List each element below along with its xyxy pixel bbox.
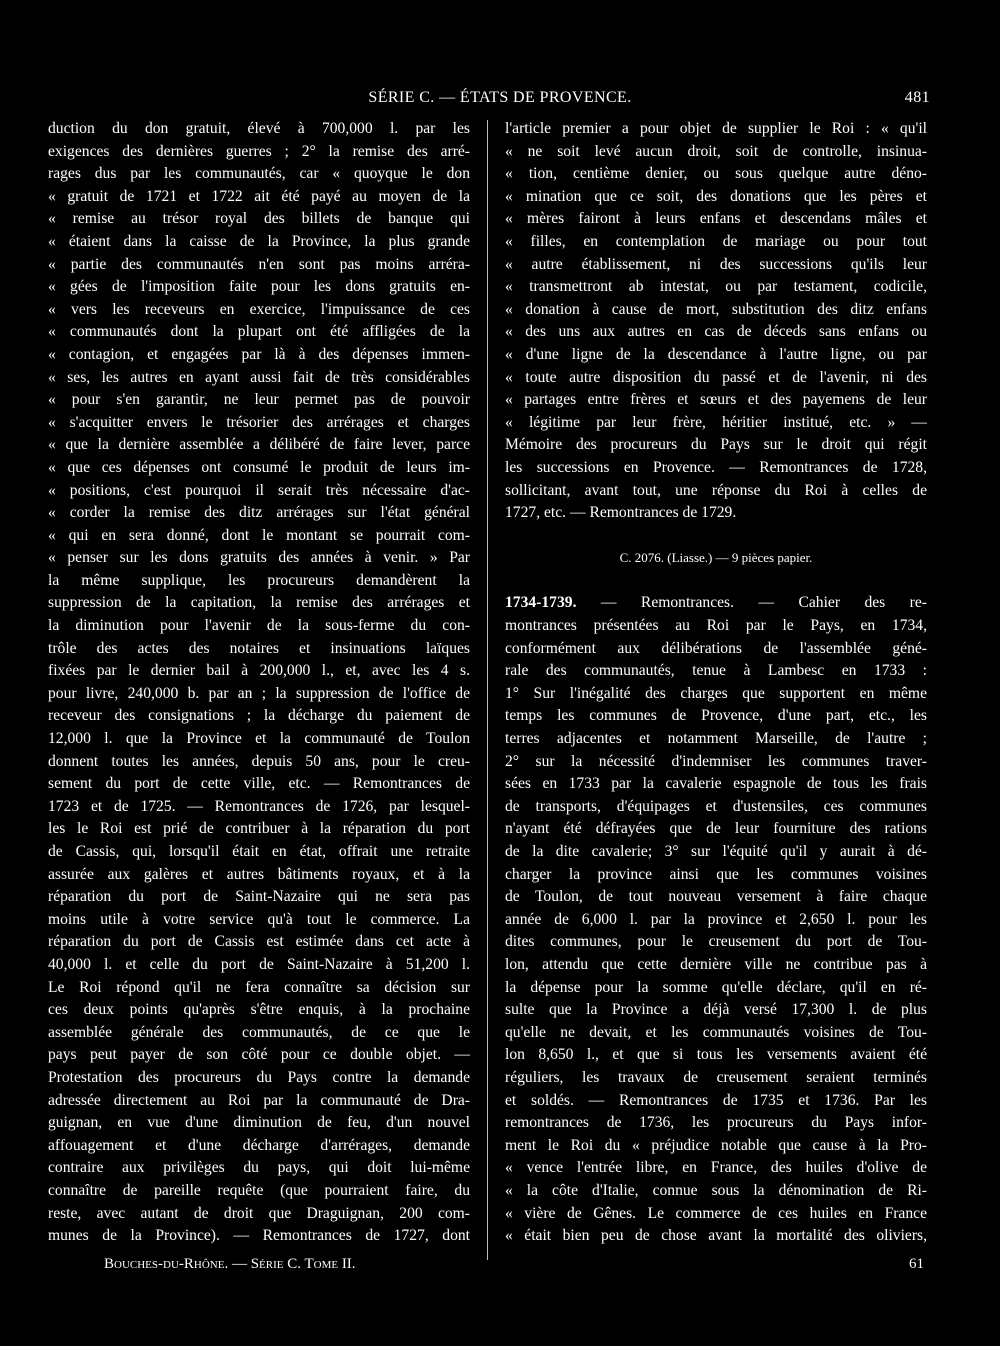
text-line: sées en 1733 par la cavalerie espagnole de tous les frais	[505, 775, 927, 793]
text-line: « communautés dont la plupart ont été affligées de la	[48, 323, 470, 341]
text-line: ces deux points qu'après s'être enquis, à la prochaine	[48, 1001, 470, 1019]
right-column	[505, 118, 927, 1248]
text-line: connaître de pareille requête (que pourraient faire, du	[48, 1181, 470, 1199]
text-line: remontrances de 1736, les procureurs du Pays infor-	[505, 1114, 927, 1132]
text-line: « positions, c'est pourquoi il serait très nécessaire d'ac-	[48, 481, 470, 499]
text-line: « des uns aux autres en cas de déceds sans enfans ou	[505, 323, 927, 341]
text-line: « partages entre frères et sœurs et des payemens de leur	[505, 391, 927, 409]
text-line: « autre établissement, ni des successions qu'ils leur	[505, 255, 927, 273]
archive-cote: C. 2076. (Liasse.) — 9 pièces papier.	[619, 550, 813, 566]
text-line: « transmettront ab intestat, ou par testament, codicile,	[505, 278, 927, 296]
text-line: fixées par le dernier bail à 200,000 l., et, avec les 4 s.	[48, 662, 470, 680]
text-line: moins utile à votre service qu'à tout le commerce. La	[48, 910, 470, 928]
text-line: reste, avec autant de droit que Draguignan, 200 com-	[48, 1204, 470, 1222]
text-line: « la côte d'Italie, connue sous la dénomination de Ri-	[505, 1181, 927, 1199]
text-line: « filles, en contemplation de mariage ou pour tout	[505, 232, 927, 250]
text-line: munes de la Province). — Remontrances de 1727, dont	[48, 1227, 470, 1245]
text-line: réparation du port de Cassis est estimée dans cet acte à	[48, 933, 470, 951]
text-line: « mères fairont à leurs enfans et descendans mâles et	[505, 210, 927, 228]
text-line: 1° Sur l'inégalité des charges que supportent en même	[505, 684, 927, 702]
text-line: de Cassis, qui, lorsqu'il était en état, offrait une retraite	[48, 843, 470, 860]
text-line: « donation à cause de mort, substitution des ditz enfans	[505, 300, 927, 318]
text-line: conformément aux délibérations de l'assemblée géné-	[505, 639, 927, 657]
text-line: pour livre, 240,000 b. par an ; la suppression de l'office de	[48, 684, 470, 702]
text-line: « corder la remise des ditz arrérages sur l'état général	[48, 504, 470, 522]
text-line: exigences des dernières guerres ; 2° la remise des arré-	[48, 142, 470, 160]
text-line: de transports, d'équipages et d'ustensiles, ces communes	[505, 797, 927, 815]
article-dates: 1734-1739.	[505, 594, 577, 612]
text-line: contraire aux privilèges du pays, qui doit lui-même	[48, 1159, 470, 1177]
text-line: réguliers, les travaux de creusement seraient terminés	[505, 1068, 927, 1086]
text-line: 2° sur la nécessité d'indemniser les communes traver-	[505, 752, 927, 770]
text-line: « légitime par leur frère, héritier institué, etc. » —	[505, 413, 927, 431]
text-line: Le Roi répond qu'il ne fera connaître sa décision sur	[48, 978, 470, 996]
text-line: « ne soit levé aucun droit, soit de controlle, insinua-	[505, 142, 927, 160]
text-line: temps les communes de Provence, d'une part, etc., les	[505, 707, 927, 725]
text-line: montrances présentées au Roi par le Pays, en 1734,	[505, 617, 927, 635]
text-line: sulte que la Province a déjà versé 17,300 l. de plus	[505, 1001, 927, 1019]
text-line: « était bien peu de chose avant la mortalité des oliviers,	[505, 1227, 927, 1245]
right-paragraph-1	[505, 118, 927, 525]
text-line: rale des communautés, tenue à Lambesc en 1733 :	[505, 662, 927, 680]
text-line: « vence l'entrée libre, en France, des huiles d'olive de	[505, 1159, 927, 1177]
text-line: dites communes, pour le creusement du port de Tou-	[505, 933, 927, 951]
text-line: trôle des actes des notaires et insinuations laïques	[48, 639, 470, 657]
text-line: et soldés. — Remontrances de 1735 et 1736. Par les	[505, 1091, 927, 1109]
text-line: les le Roi est prié de contribuer à la réparation du port	[48, 820, 470, 838]
text-line: sement du port de cette ville, etc. — Remontrances de	[48, 775, 470, 793]
left-column	[48, 118, 470, 1248]
text-line: assemblée générale des communautés, de ce que le	[48, 1023, 470, 1041]
text-line: réparation du port de Saint-Nazaire qui ne sera pas	[48, 888, 470, 906]
blank-line	[505, 570, 927, 593]
text-line: pays peut payer de son côté pour ce double objet. —	[48, 1046, 470, 1064]
text-line: adressée directement au Roi par la communauté de Dra-	[48, 1091, 470, 1109]
text-line: la diminution pour l'avenir de la sous-ferme du con-	[48, 617, 470, 635]
text-line: duction du don gratuit, élevé à 700,000 l. par les	[48, 120, 470, 137]
text-line: « partie des communautés n'en sont pas moins arréra-	[48, 255, 470, 273]
text-line: « d'une ligne de la descendance à l'autre ligne, ou par	[505, 345, 927, 363]
text-line: donnent toutes les années, depuis 50 ans, pour le creu-	[48, 752, 470, 770]
text-line: affouagement et d'une décharge d'arrérages, demande	[48, 1136, 470, 1154]
footer-title: Bouches-du-Rhône. — Série C. Tome II.	[104, 1256, 356, 1272]
text-line: « qui en sera donné, dont le montant se pourrait com-	[48, 526, 470, 544]
blank-line	[505, 525, 927, 548]
page-number: 481	[904, 89, 930, 106]
text-line: « mination que ce soit, des donations que les pères et	[505, 187, 927, 205]
text-line: terres adjacentes et notamment Marseille, de l'autre ;	[505, 730, 927, 748]
text-line: « que la dernière assemblée a délibéré de faire lever, parce	[48, 436, 470, 454]
text-line: l'article premier a pour objet de supplier le Roi : « qu'il	[505, 120, 927, 137]
running-head: SÉRIE C. — ÉTATS DE PROVENCE.	[368, 89, 632, 106]
text-line: de la dite cavalerie; 3° sur l'équité qu'il y aurait à dé-	[505, 843, 927, 860]
text-line: 1727, etc. — Remontrances de 1729.	[505, 504, 737, 522]
text-line: 1723 et de 1725. — Remontrances de 1726, par lesquel-	[48, 797, 470, 815]
text-line: rages dus par les communautés, car « quoyque le don	[48, 165, 470, 183]
text-line: suppression de la capitation, la remise des arrérages et	[48, 594, 470, 612]
article-lead-line	[505, 592, 927, 615]
text-line: « vers les receveurs en exercice, l'impuissance de ces	[48, 300, 470, 318]
text-line: qu'elle ne devait, et les communautés voisines de Tou-	[505, 1023, 927, 1041]
text-line: ment le Roi du « préjudice notable que cause à la Pro-	[505, 1136, 927, 1154]
text-line: guignan, en vue d'une diminution de feu, d'un nouvel	[48, 1114, 470, 1132]
text-line: lon 8,650 l., et que si tous les versements avaient été	[505, 1046, 927, 1064]
text-line: la dépense pour la somme qu'elle déclare, qu'il en ré-	[505, 978, 927, 996]
text-line: 12,000 l. que la Province et la communauté de Toulon	[48, 730, 470, 748]
text-line: « gées de l'imposition faite pour les dons gratuits en-	[48, 278, 470, 296]
text-line: Protestation des procureurs du Pays contre la demande	[48, 1068, 470, 1086]
text-line: « ses, les autres en ayant aussi fait de très considérables	[48, 368, 470, 386]
text-line: « vière de Gênes. Le commerce de ces huiles en France	[505, 1204, 927, 1222]
text-line: charger la province ainsi que les communes voisines	[505, 865, 927, 883]
text-line: « toute autre disposition du passé et de l'avenir, ni des	[505, 368, 927, 386]
text-line: « contagion, et engagées par là à des dépenses immen-	[48, 345, 470, 363]
text-line: « étaient dans la caisse de la Province, la plus grande	[48, 232, 470, 250]
text-line: de Toulon, de tout nouveau versement à faire chaque	[505, 888, 927, 906]
text-line: « penser sur les dons gratuits des années à venir. » Par	[48, 549, 470, 567]
text-line: lon, attendu que cette dernière ville ne contribue pas à	[505, 955, 927, 973]
text-line: année de 6,000 l. par la province et 2,650 l. pour les	[505, 910, 927, 928]
footer-sheet-number: 61	[909, 1256, 924, 1272]
text-line: « pour s'en garantir, ne leur permet pas de pouvoir	[48, 391, 470, 409]
text-line: sollicitant, avant tout, une réponse du Roi à celles de	[505, 481, 927, 499]
right-paragraph-2	[505, 615, 927, 1248]
text-line: les successions en Provence. — Remontrances de 1728,	[505, 458, 927, 476]
text-line: « tion, centième denier, ou sous quelque autre déno-	[505, 165, 927, 183]
text-line: « que ces dépenses ont consumé le produit de leurs im-	[48, 458, 470, 476]
column-divider	[487, 120, 488, 1260]
text-line: « gratuit de 1721 et 1722 ait été payé au moyen de la	[48, 187, 470, 205]
text-line: « s'acquitter envers le trésorier des arrérages et charges	[48, 413, 470, 431]
article-lead-text: — Remontrances. — Cahier des re-	[576, 594, 927, 612]
text-line: assurée aux galères et autres bâtiments royaux, et à la	[48, 865, 470, 883]
text-line: n'ayant été défrayées que de leur fourniture des rations	[505, 820, 927, 838]
text-line: receveur des consignations ; la décharge du paiement de	[48, 707, 470, 725]
text-line: « remise au trésor royal des billets de banque qui	[48, 210, 470, 228]
text-line: la même supplique, les procureurs demandèrent la	[48, 571, 470, 589]
text-line: Mémoire des procureurs du Pays sur le droit qui régit	[505, 436, 927, 454]
text-line: 40,000 l. et celle du port de Saint-Nazaire à 51,200 l.	[48, 955, 470, 973]
